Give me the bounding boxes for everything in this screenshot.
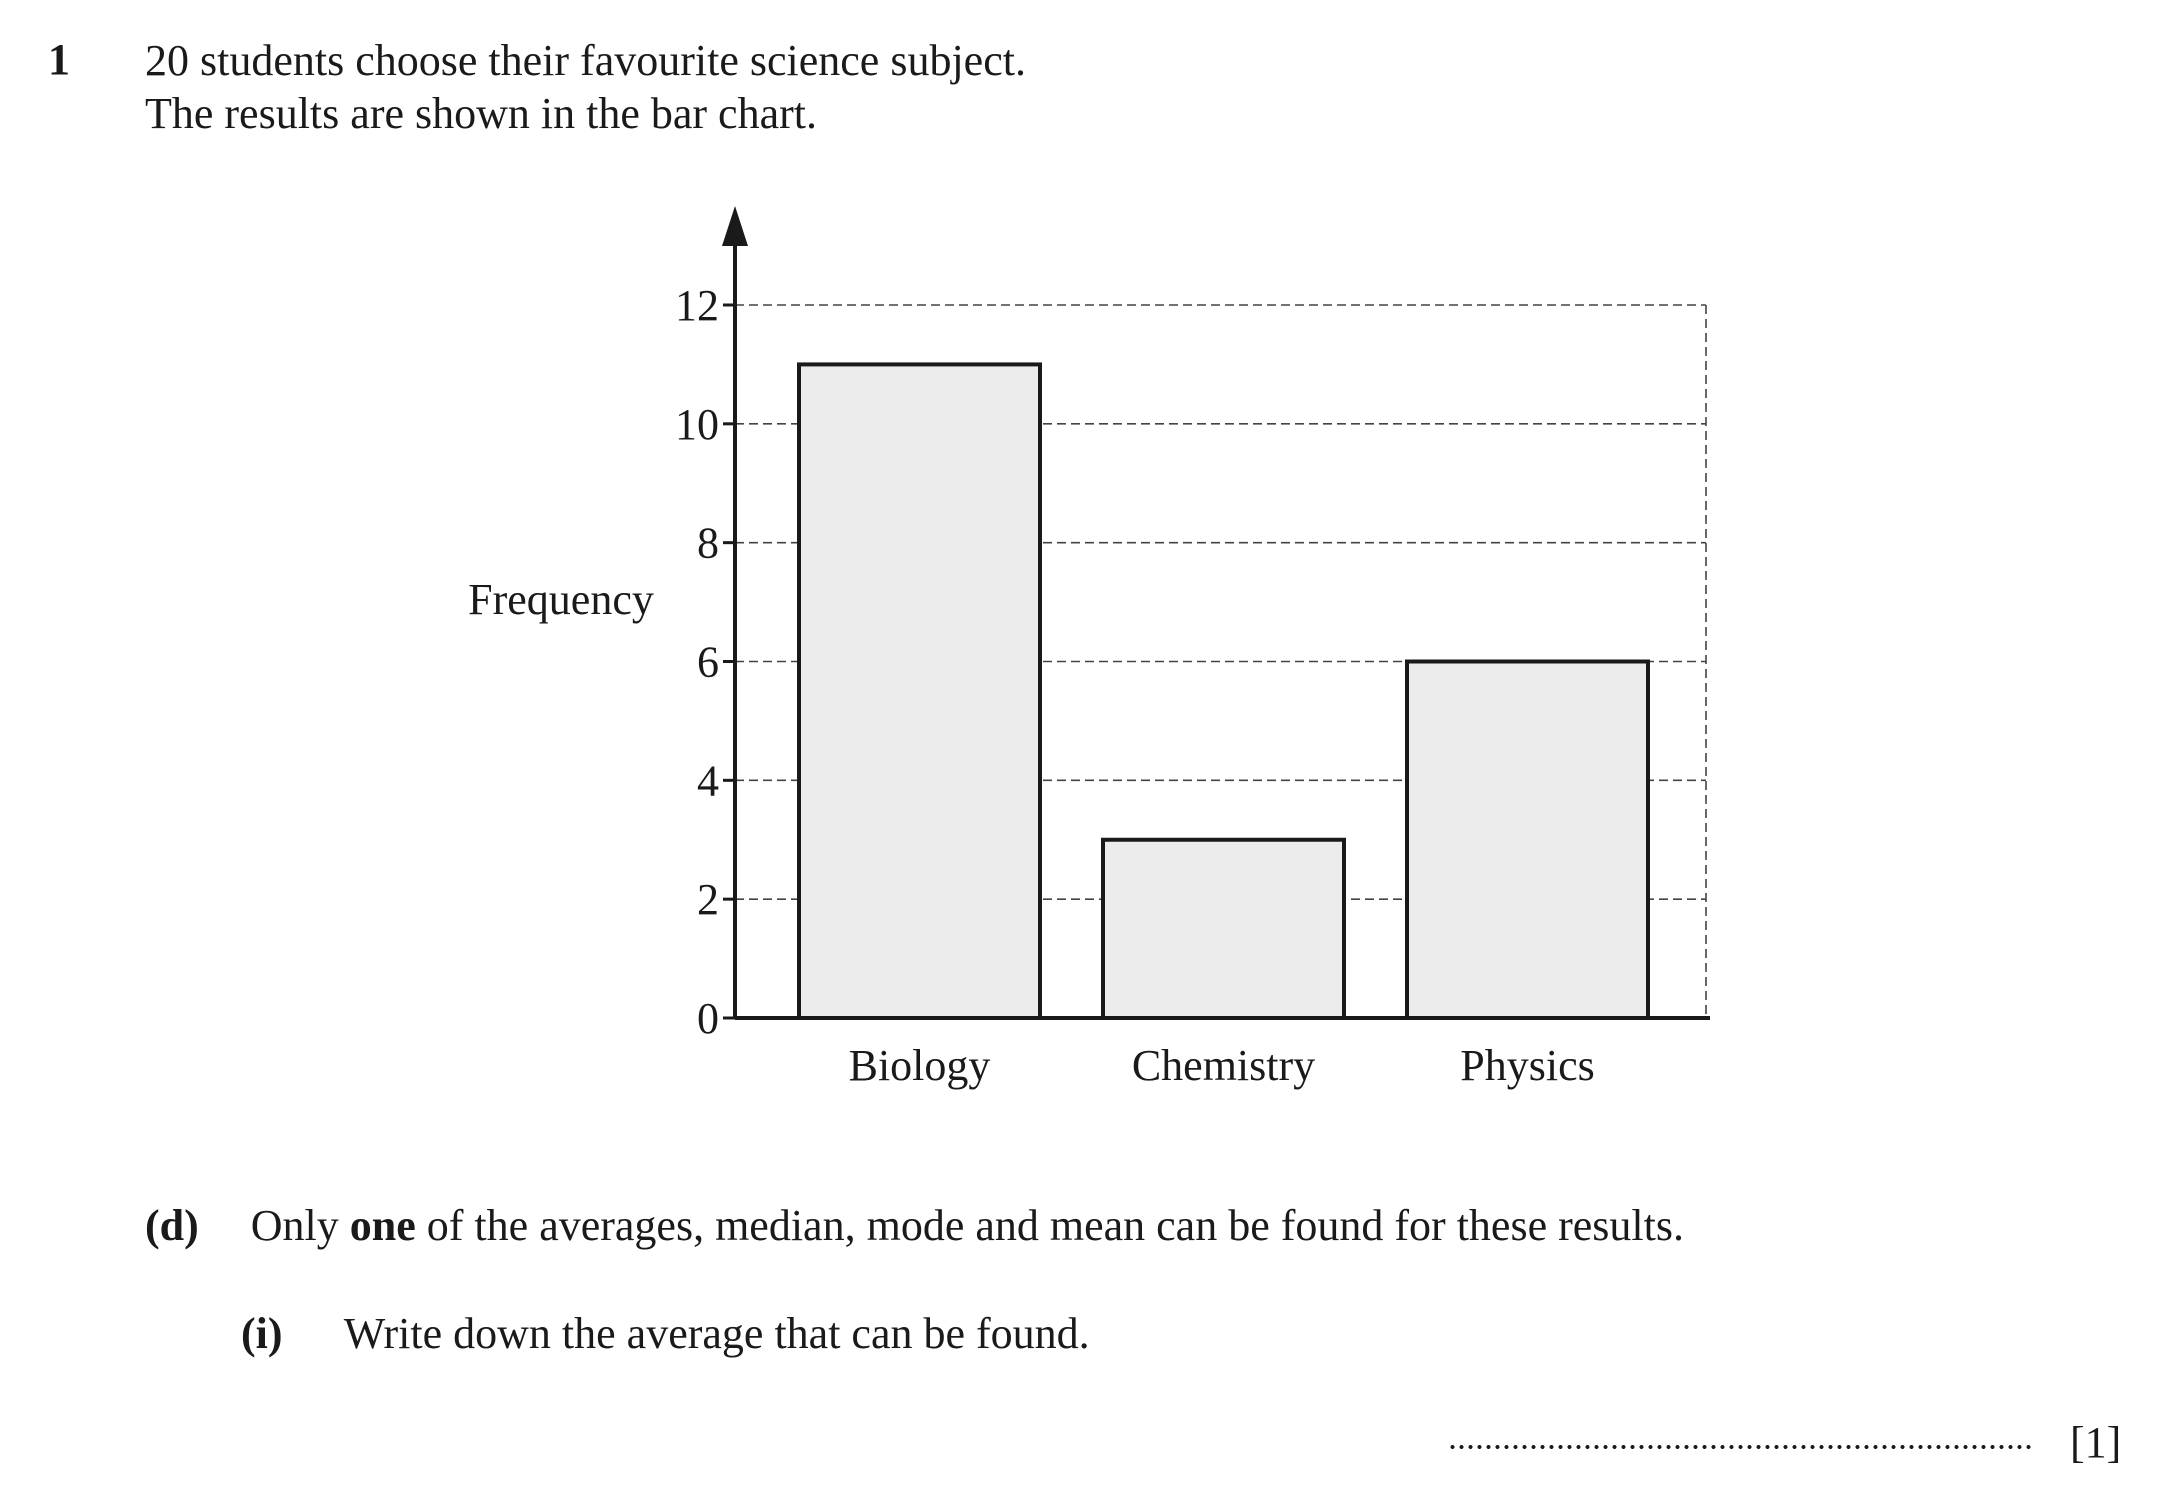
part-i-text: Write down the average that can be found. [343, 1309, 1090, 1358]
part-d-text-bold: one [349, 1201, 416, 1250]
y-tick-label: 2 [697, 875, 719, 925]
y-tick-label: 6 [697, 637, 719, 687]
chart-bars [799, 364, 1648, 1018]
answer-line[interactable] [1448, 1442, 2033, 1452]
y-tick-label: 10 [675, 399, 719, 449]
y-tick-label: 4 [697, 756, 719, 806]
bar-biology [799, 364, 1040, 1018]
part-d-text-before: Only [250, 1201, 339, 1250]
x-tick-label: Chemistry [1131, 1041, 1316, 1090]
part-i [241, 1308, 1090, 1359]
part-d-label: (d) [145, 1201, 199, 1250]
part-i-label: (i) [241, 1309, 283, 1358]
y-tick-label: 0 [697, 994, 719, 1043]
y-tick-label: 12 [675, 281, 719, 330]
part-d-text-after: of the averages, median, mode and mean can be found for these results. [426, 1201, 1684, 1250]
marks-label: [1] [2070, 1418, 2122, 1467]
question-number: 1 [48, 35, 70, 84]
intro-line-1: 20 students choose their favourite science subject. [145, 36, 1026, 85]
y-tick-label: 8 [697, 518, 719, 568]
y-axis-label: Frequency [468, 575, 654, 624]
x-tick-label: Physics [1460, 1041, 1595, 1090]
x-tick-label: Biology [848, 1041, 991, 1090]
y-axis-arrowhead [722, 206, 748, 246]
bar-physics [1407, 662, 1648, 1019]
bar-chemistry [1103, 840, 1344, 1018]
part-d [145, 1200, 1684, 1251]
intro-line-2: The results are shown in the bar chart. [145, 89, 817, 138]
